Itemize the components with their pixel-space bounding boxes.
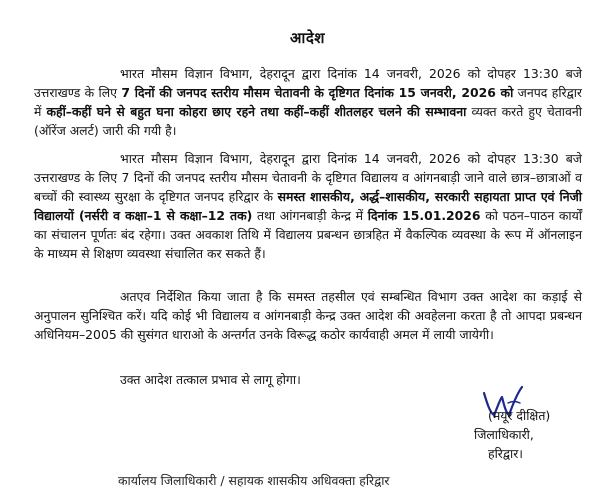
signature-block xyxy=(474,406,604,463)
paragraph-4-text: उक्त आदेश तत्काल प्रभाव से लागू होगा। xyxy=(120,372,301,387)
paragraph-school-closure xyxy=(34,149,582,263)
paragraph-1-text-2: जनपद हरिद्वार में xyxy=(34,85,582,119)
paragraph-3-text: अतएव निर्देशित किया जाता है कि समस्त तहसील एवं सम्बन्धित विभाग उक्त आदेश का कड़ाई से अनुपालन सुनिश्चित करें। यदि कोई भी विद्यालय व आंगनबाड़ी केन्द्र उक्त आदेश की अवहेलना करता है तो आपदा प्रबन्धन अधिनियम–2005 की सुसंगत धाराओ के अन्तर्गत उनके विरूद्ध कठोर कार्यवाही अमल में लायी जायेगी। xyxy=(34,289,582,342)
paragraph-1-text-3: व्यक्त करते हुए चेतावनी (ऑरेंज अलर्ट) जारी की गयी है। xyxy=(34,104,582,138)
paragraph-2-text-2: तथा आंगनबाड़ी केन्द्र में xyxy=(252,208,368,223)
paragraph-weather-warning xyxy=(34,64,582,140)
paragraph-2-bold-1: समस्त शासकीय, अर्द्ध–शासकीय, सरकारी सहायता प्राप्त एवं निजी विद्यालयों (नर्सरी व कक्षा–1 से कक्षा–12 तक) xyxy=(34,189,582,223)
signatory-designation: जिलाधिकारी, xyxy=(474,427,534,442)
footer-cut-off-line xyxy=(118,466,488,488)
paragraph-1-bold-1: 7 दिनों की जनपद स्तरीय मौसम चेतावनी के दृष्टिगत दिनांक 15 जनवरी, 2026 को xyxy=(121,85,514,100)
footer-partial-text: कार्यालय जिलाधिकारी / सहायक शासकीय अधिवक्ता हरिद्वार xyxy=(118,473,390,488)
paragraph-2-text-1: भारत मौसम विज्ञान विभाग, देहरादून द्वारा दिनांक 14 जनवरी, 2026 को दोपहर 13:30 बजे उत्तराखण्ड के लिए 7 दिनों की जनपद स्तरीय मौसम चेतावनी के दृष्टिगत विद्यालय व आंगनबाड़ी जाने वाले छात्र–छात्राओं व बच्चों की स्वास्थ्य सुरक्षा के दृष्टिगत जनपद हरिद्वार के xyxy=(34,151,582,204)
signatory-name: (मयूर दीक्षित) xyxy=(488,408,551,423)
document-title: आदेश xyxy=(290,29,325,47)
paragraph-2-bold-2: दिनांक 15.01.2026 xyxy=(367,208,481,223)
paragraph-1-text-1: भारत मौसम विज्ञान विभाग, देहरादून द्वारा दिनांक 14 जनवरी, 2026 को दोपहर 13:30 बजे उत्तराखण्ड के लिए xyxy=(34,66,582,100)
paragraph-compliance-directive xyxy=(34,287,582,344)
signatory-place: हरिद्वार। xyxy=(488,446,523,461)
paragraph-1-bold-2: कहीं–कहीं घने से बहुत घना कोहरा छाए रहने तथा कहीं–कहीं शीतलहर चलने की सम्भावना xyxy=(46,104,467,119)
paragraph-2-text-3: को पठन–पाठन कार्यों का संचालन पूर्णतः बंद रहेगा। उक्त अवकाश तिथि में विद्यालय प्रबन्धन छात्रहित में वैकल्पिक व्यवस्था के रूप में ऑनलाइन के माध्यम से शिक्षण व्यवस्था संचालित कर सकते हैं। xyxy=(34,208,582,261)
